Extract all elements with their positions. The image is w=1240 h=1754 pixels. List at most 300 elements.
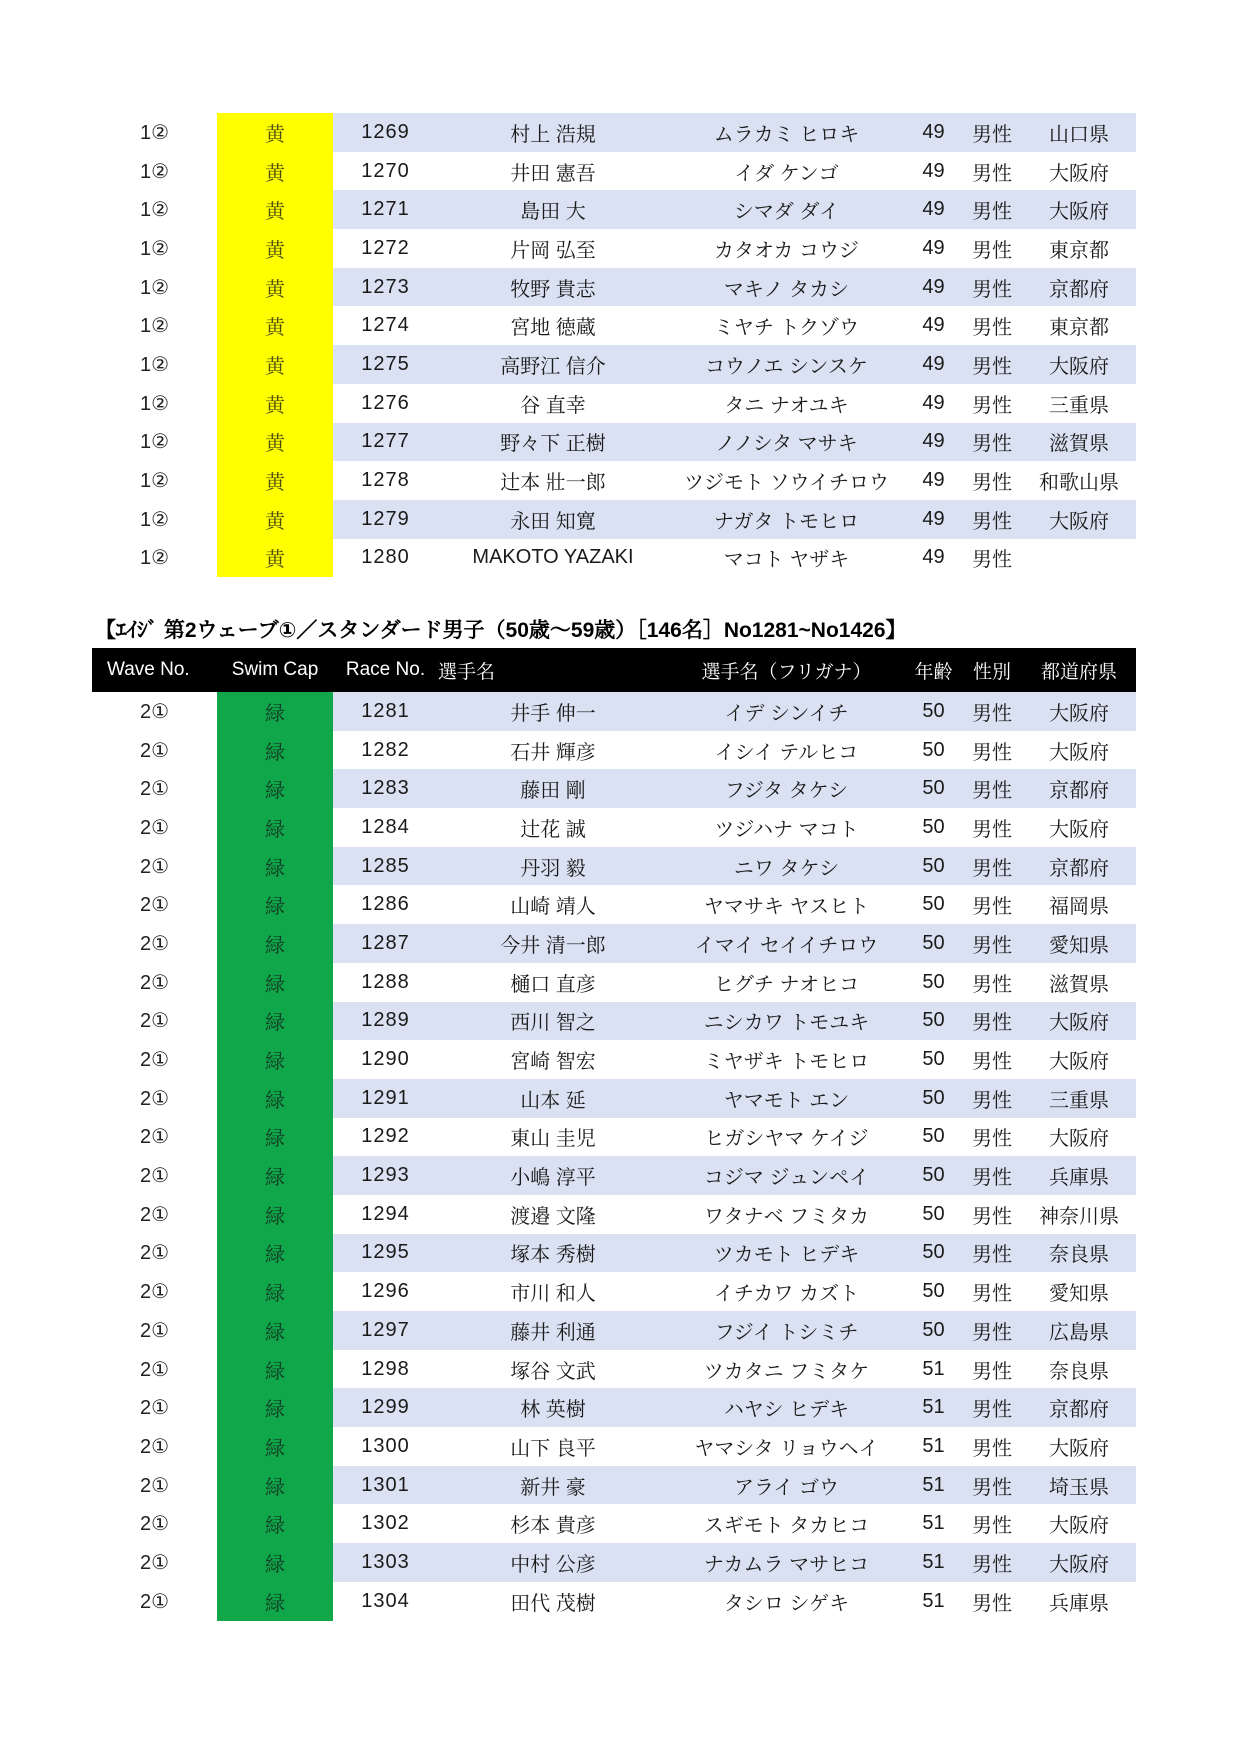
wave-number-cell: 2①: [92, 1543, 217, 1582]
swim-cap-cell: 緑: [217, 1234, 333, 1273]
swim-cap-cell: 黄: [217, 500, 333, 539]
prefecture-cell: 福岡県: [1049, 896, 1109, 919]
age-cell: 49: [905, 423, 962, 462]
prefecture-cell: 京都府: [1022, 1388, 1136, 1427]
athlete-kana-cell: タニ ナオユキ: [724, 394, 849, 417]
entry-row: [92, 1002, 1136, 1041]
age-cell: 49: [922, 469, 945, 492]
entry-row: [92, 1118, 1136, 1157]
prefecture-cell: 埼玉県: [1022, 1466, 1136, 1505]
gender-cell: 男性: [962, 113, 1022, 152]
swim-cap-cell: 緑: [217, 963, 333, 1002]
entry-row: [92, 113, 1136, 152]
wave-number-cell: 2①: [92, 963, 217, 1002]
athlete-name-cell: 谷 直幸: [520, 394, 586, 417]
athlete-kana-cell: フジイ トシミチ: [668, 1311, 905, 1350]
gender-cell: 男性: [962, 345, 1022, 384]
age-cell: 51: [905, 1543, 962, 1582]
athlete-kana-cell: イダ ケンゴ: [734, 162, 839, 185]
gender-cell: 男性: [962, 692, 1022, 731]
swim-cap-cell: 黄: [217, 229, 333, 268]
athlete-name-cell: 井手 伸一: [438, 692, 668, 731]
wave-number-cell: 1②: [92, 306, 217, 345]
wave-number-cell: 2①: [92, 924, 217, 963]
wave-number-cell: 2①: [92, 1272, 217, 1311]
race-number-cell: 1281: [333, 692, 438, 731]
gender-cell: 男性: [972, 896, 1012, 919]
swim-cap-cell: 緑: [217, 769, 333, 808]
race-number-cell: 1293: [333, 1156, 438, 1195]
athlete-name-cell: 永田 知寛: [438, 500, 668, 539]
athlete-kana-cell: カタオカ コウジ: [714, 239, 859, 262]
entry-row: [92, 1427, 1136, 1466]
athlete-kana-cell: ツジハナ マコト: [714, 818, 859, 841]
gender-cell: 男性: [962, 924, 1022, 963]
age-cell: 49: [905, 500, 962, 539]
wave-number-cell: 1②: [92, 384, 217, 423]
athlete-name-cell: 中村 公彦: [438, 1543, 668, 1582]
wave-number-cell: 1②: [92, 461, 217, 500]
race-number-cell: 1302: [361, 1512, 410, 1535]
athlete-name-cell: 塚本 秀樹: [438, 1234, 668, 1273]
swim-cap-cell: 黄: [217, 384, 333, 423]
entry-row: [92, 461, 1136, 500]
prefecture-cell: 奈良県: [1022, 1234, 1136, 1273]
age-cell: 50: [905, 1002, 962, 1041]
race-number-cell: 1286: [361, 893, 410, 916]
swim-cap-cell: 緑: [217, 808, 333, 847]
race-number-cell: 1304: [361, 1589, 410, 1612]
athlete-kana-cell: イデ シンイチ: [668, 692, 905, 731]
age-cell: 49: [922, 546, 945, 569]
column-header-0: Wave No.: [107, 659, 190, 680]
athlete-kana-cell: マキノ タカシ: [668, 268, 905, 307]
column-header-7: 都道府県: [1040, 661, 1117, 683]
prefecture-cell: 愛知県: [1022, 924, 1136, 963]
entry-row: [92, 1311, 1136, 1350]
entry-row: [92, 769, 1136, 808]
age-cell: 51: [905, 1466, 962, 1505]
athlete-kana-cell: シマダ ダイ: [668, 190, 905, 229]
gender-cell: 男性: [962, 1311, 1022, 1350]
swim-cap-cell: 緑: [217, 1156, 333, 1195]
gender-cell: 男性: [972, 1051, 1012, 1074]
age-cell: 50: [905, 1234, 962, 1273]
entry-row: [92, 1040, 1136, 1079]
athlete-name-cell: 井田 憲吾: [510, 162, 596, 185]
prefecture-cell: 東京都: [1049, 317, 1109, 340]
athlete-kana-cell: スギモト タカヒコ: [703, 1515, 870, 1538]
age-cell: 50: [905, 847, 962, 886]
athlete-name-cell: 塚谷 文武: [510, 1360, 596, 1383]
section-title: 【ｴｲｼﾞ 第2ウェーブ①／スタンダード男子（50歳～59歳）［146名］No1281~No1426】: [95, 619, 907, 642]
gender-cell: 男性: [972, 239, 1012, 262]
prefecture-cell: 大阪府: [1049, 1437, 1109, 1460]
wave-number-cell: 2①: [92, 1195, 217, 1234]
age-cell: 50: [922, 738, 945, 761]
prefecture-cell: 大阪府: [1049, 818, 1109, 841]
athlete-kana-cell: イチカワ カズト: [713, 1283, 860, 1306]
gender-cell: 男性: [962, 1466, 1022, 1505]
wave-number-cell: 2①: [92, 847, 217, 886]
gender-cell: 男性: [972, 1437, 1012, 1460]
age-cell: 51: [922, 1512, 945, 1535]
athlete-name-cell: 東山 圭児: [510, 1128, 596, 1151]
race-number-cell: 1285: [333, 847, 438, 886]
gender-cell: 男性: [972, 1360, 1012, 1383]
athlete-kana-cell: ワタナベ フミタカ: [703, 1205, 870, 1228]
athlete-kana-cell: ニシカワ トモユキ: [668, 1002, 905, 1041]
athlete-kana-cell: ニワ タケシ: [668, 847, 905, 886]
race-number-cell: 1289: [333, 1002, 438, 1041]
gender-cell: 男性: [962, 1234, 1022, 1273]
race-number-cell: 1303: [333, 1543, 438, 1582]
athlete-kana-cell: ツカタニ フミタケ: [703, 1360, 870, 1383]
column-header-3: 選手名: [438, 661, 496, 683]
swim-cap-cell: 黄: [217, 152, 333, 191]
athlete-name-cell: 宮崎 智宏: [510, 1051, 596, 1074]
swim-cap-cell: 黄: [217, 190, 333, 229]
athlete-kana-cell: ツジモト ソウイチロウ: [684, 472, 889, 495]
wave-number-cell: 2①: [92, 1311, 217, 1350]
age-cell: 49: [922, 159, 945, 182]
age-cell: 49: [922, 391, 945, 414]
prefecture-cell: 山口県: [1022, 113, 1136, 152]
race-number-cell: 1276: [361, 391, 410, 414]
swim-cap-cell: 黄: [217, 539, 333, 578]
athlete-kana-cell: コウノエ シンスケ: [668, 345, 905, 384]
gender-cell: 男性: [972, 394, 1012, 417]
athlete-kana-cell: ヤマシタ リョウヘイ: [694, 1437, 879, 1460]
wave-number-cell: 1②: [92, 539, 217, 578]
gender-cell: 男性: [972, 1205, 1012, 1228]
swim-cap-cell: 黄: [217, 268, 333, 307]
athlete-name-cell: 小嶋 淳平: [438, 1156, 668, 1195]
entry-row: [92, 847, 1136, 886]
wave-number-cell: 2①: [92, 885, 217, 924]
athlete-kana-cell: イシイ テルヒコ: [714, 741, 859, 764]
entry-row: [92, 384, 1136, 423]
prefecture-cell: 大阪府: [1049, 162, 1109, 185]
prefecture-cell: 大阪府: [1022, 345, 1136, 384]
gender-cell: 男性: [962, 1079, 1022, 1118]
swim-cap-cell: 緑: [217, 1582, 333, 1621]
column-header-4: 選手名（フリガナ）: [701, 661, 872, 683]
prefecture-cell: 東京都: [1049, 239, 1109, 262]
age-cell: 51: [922, 1589, 945, 1612]
gender-cell: 男性: [962, 769, 1022, 808]
age-cell: 50: [905, 1311, 962, 1350]
athlete-kana-cell: ミヤザキ トモヒロ: [703, 1051, 870, 1074]
athlete-kana-cell: ヒガシヤマ ケイジ: [704, 1128, 869, 1151]
gender-cell: 男性: [972, 1283, 1012, 1306]
race-number-cell: 1284: [361, 815, 410, 838]
race-number-cell: 1283: [333, 769, 438, 808]
swim-cap-cell: 緑: [217, 1350, 333, 1389]
entry-row: [92, 1195, 1136, 1234]
swim-cap-cell: 黄: [217, 113, 333, 152]
athlete-name-cell: 辻本 壯一郎: [500, 472, 606, 495]
athlete-name-cell: 丹羽 毅: [438, 847, 668, 886]
age-cell: 50: [905, 769, 962, 808]
column-header-6: 性別: [972, 661, 1011, 683]
athlete-name-cell: 石井 輝彦: [510, 741, 596, 764]
wave-number-cell: 1②: [92, 500, 217, 539]
athlete-name-cell: 渡邉 文隆: [510, 1205, 596, 1228]
wave-number-cell: 1②: [92, 229, 217, 268]
wave-number-cell: 2①: [92, 1466, 217, 1505]
entry-row: [92, 731, 1136, 770]
race-number-cell: 1277: [333, 423, 438, 462]
age-cell: 49: [905, 345, 962, 384]
prefecture-cell: 広島県: [1022, 1311, 1136, 1350]
entry-row: [92, 268, 1136, 307]
entry-row: [92, 152, 1136, 191]
race-number-cell: 1269: [333, 113, 438, 152]
age-cell: 49: [905, 113, 962, 152]
prefecture-cell: 三重県: [1022, 1079, 1136, 1118]
athlete-name-cell: 片岡 弘至: [510, 239, 596, 262]
athlete-kana-cell: ヒグチ ナオヒコ: [713, 973, 860, 996]
athlete-name-cell: 島田 大: [438, 190, 668, 229]
athlete-name-cell: 林 英樹: [438, 1388, 668, 1427]
wave-2-1-table: [92, 692, 1136, 1621]
age-cell: 49: [905, 268, 962, 307]
gender-cell: 男性: [972, 973, 1012, 996]
entry-row: [92, 1504, 1136, 1543]
race-number-cell: 1287: [333, 924, 438, 963]
age-cell: 50: [922, 815, 945, 838]
wave-number-cell: 2①: [92, 1504, 217, 1543]
prefecture-cell: 大阪府: [1022, 692, 1136, 731]
race-number-cell: 1282: [361, 738, 410, 761]
race-number-cell: 1299: [333, 1388, 438, 1427]
entry-row: [92, 423, 1136, 462]
age-cell: 49: [922, 236, 945, 259]
race-number-cell: 1288: [361, 970, 410, 993]
age-cell: 50: [905, 1079, 962, 1118]
prefecture-cell: 大阪府: [1022, 190, 1136, 229]
entry-row: [92, 500, 1136, 539]
entry-row: [92, 190, 1136, 229]
prefecture-cell: 愛知県: [1049, 1283, 1109, 1306]
athlete-name-cell: 山下 良平: [510, 1437, 596, 1460]
entry-row: [92, 1350, 1136, 1389]
athlete-name-cell: 西川 智之: [438, 1002, 668, 1041]
prefecture-cell: 滋賀県: [1049, 973, 1109, 996]
race-number-cell: 1291: [333, 1079, 438, 1118]
entry-row: [92, 306, 1136, 345]
prefecture-cell: 京都府: [1022, 847, 1136, 886]
entry-row: [92, 1234, 1136, 1273]
wave-number-cell: 2①: [92, 1388, 217, 1427]
wave-number-cell: 2①: [92, 731, 217, 770]
race-number-cell: 1271: [333, 190, 438, 229]
gender-cell: 男性: [962, 1388, 1022, 1427]
gender-cell: 男性: [962, 1156, 1022, 1195]
athlete-kana-cell: ハヤシ ヒデキ: [668, 1388, 905, 1427]
athlete-kana-cell: ナガタ トモヒロ: [668, 500, 905, 539]
swim-cap-cell: 緑: [217, 924, 333, 963]
race-number-cell: 1290: [361, 1048, 410, 1071]
athlete-kana-cell: マコト ヤザキ: [723, 549, 850, 572]
athlete-name-cell: 高野江 信介: [438, 345, 668, 384]
swim-cap-cell: 緑: [217, 1427, 333, 1466]
prefecture-cell: 和歌山県: [1039, 472, 1119, 495]
age-cell: 51: [922, 1357, 945, 1380]
column-header-5: 年齢: [914, 661, 953, 683]
athlete-name-cell: 野々下 正樹: [438, 423, 668, 462]
gender-cell: 男性: [972, 741, 1012, 764]
athlete-name-cell: 牧野 貴志: [438, 268, 668, 307]
race-number-cell: 1296: [361, 1280, 410, 1303]
age-cell: 50: [905, 1156, 962, 1195]
wave-number-cell: 2①: [92, 1234, 217, 1273]
wave-number-cell: 2①: [92, 808, 217, 847]
prefecture-cell: 大阪府: [1022, 1543, 1136, 1582]
age-cell: 50: [922, 893, 945, 916]
swim-cap-cell: 黄: [217, 423, 333, 462]
entry-row: [92, 1582, 1136, 1621]
athlete-name-cell: 今井 清一郎: [438, 924, 668, 963]
swim-cap-cell: 緑: [217, 1311, 333, 1350]
athlete-kana-cell: アライ ゴウ: [668, 1466, 905, 1505]
age-cell: 50: [905, 924, 962, 963]
column-header-2: Race No.: [345, 659, 426, 680]
race-number-cell: 1298: [361, 1357, 410, 1380]
wave-number-cell: 2①: [92, 1002, 217, 1041]
swim-cap-cell: 緑: [217, 847, 333, 886]
race-number-cell: 1274: [361, 314, 410, 337]
table-header-row: [92, 648, 1136, 692]
entry-row: [92, 1388, 1136, 1427]
race-number-cell: 1294: [361, 1202, 410, 1225]
prefecture-cell: 大阪府: [1049, 1128, 1109, 1151]
prefecture-cell: 京都府: [1022, 268, 1136, 307]
swim-cap-cell: 緑: [217, 1195, 333, 1234]
athlete-kana-cell: フジタ タケシ: [668, 769, 905, 808]
athlete-name-cell: 辻花 誠: [520, 818, 586, 841]
athlete-kana-cell: コジマ ジュンペイ: [668, 1156, 905, 1195]
wave-number-cell: 2①: [92, 1427, 217, 1466]
prefecture-cell: 大阪府: [1049, 1515, 1109, 1538]
age-cell: 50: [922, 1048, 945, 1071]
gender-cell: 男性: [972, 162, 1012, 185]
race-number-cell: 1278: [361, 469, 410, 492]
athlete-name-cell: 新井 豪: [438, 1466, 668, 1505]
race-number-cell: 1270: [361, 159, 410, 182]
prefecture-cell: 奈良県: [1049, 1360, 1109, 1383]
race-number-cell: 1292: [361, 1125, 410, 1148]
athlete-name-cell: 田代 茂樹: [510, 1592, 596, 1615]
prefecture-cell: 大阪府: [1022, 500, 1136, 539]
prefecture-cell: [1022, 539, 1136, 578]
swim-cap-cell: 緑: [217, 885, 333, 924]
wave-number-cell: 1②: [92, 113, 217, 152]
wave-number-cell: 1②: [92, 152, 217, 191]
prefecture-cell: 大阪府: [1049, 741, 1109, 764]
entry-row: [92, 1156, 1136, 1195]
swim-cap-cell: 黄: [217, 306, 333, 345]
race-number-cell: 1280: [361, 546, 410, 569]
wave-number-cell: 1②: [92, 345, 217, 384]
prefecture-cell: 兵庫県: [1049, 1592, 1109, 1615]
athlete-kana-cell: ナカムラ マサヒコ: [668, 1543, 905, 1582]
gender-cell: 男性: [972, 1128, 1012, 1151]
wave-number-cell: 2①: [92, 692, 217, 731]
swim-cap-cell: 緑: [217, 1543, 333, 1582]
age-cell: 49: [922, 314, 945, 337]
column-header-1: Swim Cap: [231, 659, 319, 680]
wave-number-cell: 1②: [92, 268, 217, 307]
race-number-cell: 1301: [333, 1466, 438, 1505]
prefecture-cell: 大阪府: [1049, 1051, 1109, 1074]
swim-cap-cell: 緑: [217, 1079, 333, 1118]
entry-row: [92, 963, 1136, 1002]
wave-number-cell: 2①: [92, 769, 217, 808]
gender-cell: 男性: [972, 1515, 1012, 1538]
athlete-kana-cell: タシロ シゲキ: [723, 1592, 850, 1615]
athlete-kana-cell: ツカモト ヒデキ: [668, 1234, 905, 1273]
wave-number-cell: 2①: [92, 1079, 217, 1118]
swim-cap-cell: 緑: [217, 1002, 333, 1041]
gender-cell: 男性: [962, 1543, 1022, 1582]
athlete-name-cell: 杉本 貴彦: [510, 1515, 596, 1538]
race-number-cell: 1273: [333, 268, 438, 307]
entry-row: [92, 924, 1136, 963]
wave-number-cell: 1②: [92, 190, 217, 229]
swim-cap-cell: 緑: [217, 1272, 333, 1311]
race-number-cell: 1297: [333, 1311, 438, 1350]
wave-number-cell: 2①: [92, 1582, 217, 1621]
athlete-name-cell: 藤田 剛: [438, 769, 668, 808]
entry-row: [92, 539, 1136, 578]
gender-cell: 男性: [962, 423, 1022, 462]
athlete-name-cell: 樋口 直彦: [510, 973, 596, 996]
age-cell: 51: [922, 1434, 945, 1457]
gender-cell: 男性: [962, 268, 1022, 307]
entry-row: [92, 1272, 1136, 1311]
wave-1-2-continuation-table: [92, 113, 1136, 577]
prefecture-cell: 三重県: [1049, 394, 1109, 417]
age-cell: 50: [922, 1280, 945, 1303]
race-number-cell: 1272: [361, 236, 410, 259]
athlete-kana-cell: ヤマサキ ヤスヒト: [703, 896, 870, 919]
swim-cap-cell: 黄: [217, 461, 333, 500]
age-cell: 50: [905, 692, 962, 731]
prefecture-cell: 兵庫県: [1022, 1156, 1136, 1195]
swim-cap-cell: 緑: [217, 1466, 333, 1505]
age-cell: 50: [922, 1125, 945, 1148]
athlete-name-cell: 藤井 利通: [438, 1311, 668, 1350]
entry-row: [92, 808, 1136, 847]
athlete-name-cell: 村上 浩規: [438, 113, 668, 152]
athlete-name-cell: 宮地 徳蔵: [510, 317, 596, 340]
athlete-kana-cell: ミヤチ トクゾウ: [713, 317, 860, 340]
age-cell: 49: [905, 190, 962, 229]
wave-number-cell: 2①: [92, 1118, 217, 1157]
wave-number-cell: 2①: [92, 1040, 217, 1079]
athlete-name-cell: 山崎 靖人: [510, 896, 596, 919]
athlete-kana-cell: ムラカミ ヒロキ: [668, 113, 905, 152]
race-number-cell: 1279: [333, 500, 438, 539]
gender-cell: 男性: [972, 818, 1012, 841]
swim-cap-cell: 緑: [217, 1118, 333, 1157]
gender-cell: 男性: [962, 190, 1022, 229]
entry-row: [92, 345, 1136, 384]
athlete-kana-cell: ヤマモト エン: [668, 1079, 905, 1118]
age-cell: 51: [905, 1388, 962, 1427]
